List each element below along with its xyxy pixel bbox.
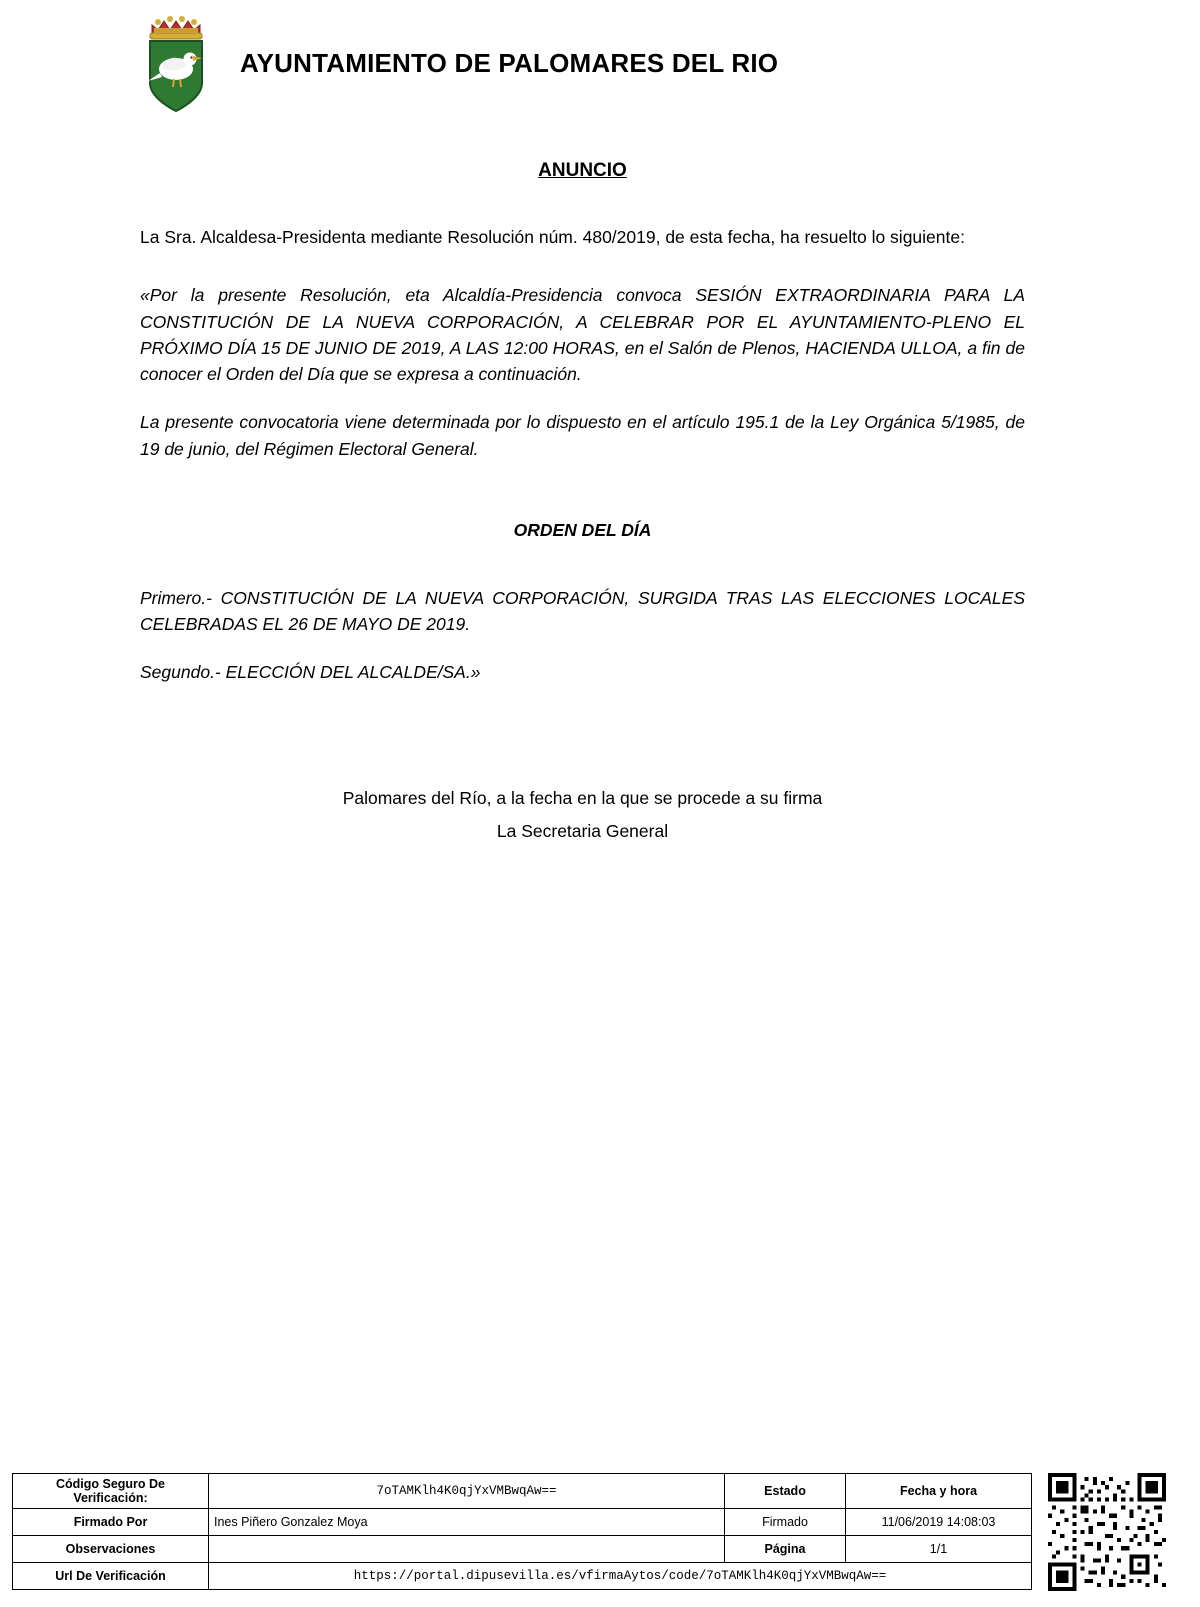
pagina-value: 1/1 (846, 1536, 1032, 1563)
agenda-item-1: Primero.- CONSTITUCIÓN DE LA NUEVA CORPORACIÓN, SURGIDA TRAS LAS ELECCIONES LOCALES CELEBRADAS EL 26 DE MAYO DE 2019. (140, 587, 1025, 634)
table-row (13, 1474, 1032, 1509)
table-row (13, 1536, 1032, 1563)
estado-value: Firmado (725, 1509, 846, 1536)
signature-block (140, 782, 1025, 849)
legal-paragraph: La presente convocatoria viene determinada por lo dispuesto en el artículo 195.1 de la Ley Orgánica 5/1985, de 19 de junio, del Régimen Electoral General. (140, 412, 1025, 459)
document-body (140, 160, 1025, 848)
anuncio-heading: ANUNCIO (538, 160, 627, 181)
agenda-item-2: Segundo.- ELECCIÓN DEL ALCALDE/SA.» (140, 662, 481, 683)
resolution-block (140, 282, 1025, 462)
table-row (13, 1509, 1032, 1536)
url-value[interactable]: https://portal.dipusevilla.es/vfirmaAytos/code/7oTAMKlh4K0qjYxVMBwqAw== (209, 1563, 1032, 1590)
document-header (140, 8, 1060, 118)
table-row (13, 1563, 1032, 1590)
csv-label: Código Seguro De Verificación: (13, 1474, 209, 1509)
firmado-por-value: Ines Piñero Gonzalez Moya (209, 1509, 725, 1536)
firmado-por-label: Firmado Por (13, 1509, 209, 1536)
intro-paragraph: La Sra. Alcaldesa-Presidenta mediante Resolución núm. 480/2019, de esta fecha, ha resuelto lo siguiente: (140, 227, 965, 247)
observaciones-value (209, 1536, 725, 1563)
fecha-header: Fecha y hora (846, 1474, 1032, 1509)
coat-of-arms-icon (140, 11, 212, 115)
estado-header: Estado (725, 1474, 846, 1509)
resolution-paragraph: «Por la presente Resolución, eta Alcaldía-Presidencia convoca SESIÓN EXTRAORDINARIA PARA LA CONSTITUCIÓN DE LA NUEVA CORPORACIÓN, A CELEBRAR POR EL AYUNTAMIENTO-PLENO EL PRÓXIMO DÍA 15 DE JUNIO DE 2019, A LAS 12:00 HORAS, en el Salón de Plenos, HACIENDA ULLOA, a fin de conocer el Orden del Día que se expresa a continuación. (140, 285, 1025, 384)
verification-table (12, 1473, 1032, 1590)
fecha-value: 11/06/2019 14:08:03 (846, 1509, 1032, 1536)
agenda-title: ORDEN DEL DÍA (513, 519, 652, 540)
qr-code-icon[interactable] (1048, 1473, 1166, 1591)
page-title: AYUNTAMIENTO DE PALOMARES DEL RIO (240, 47, 779, 78)
verification-footer (12, 1473, 1188, 1591)
place-date-line: Palomares del Río, a la fecha en la que se procede a su firma (342, 787, 823, 808)
pagina-label: Página (725, 1536, 846, 1563)
signer-role: La Secretaria General (496, 820, 669, 841)
url-label: Url De Verificación (13, 1563, 209, 1590)
csv-value: 7oTAMKlh4K0qjYxVMBwqAw== (209, 1474, 725, 1509)
observaciones-label: Observaciones (13, 1536, 209, 1563)
